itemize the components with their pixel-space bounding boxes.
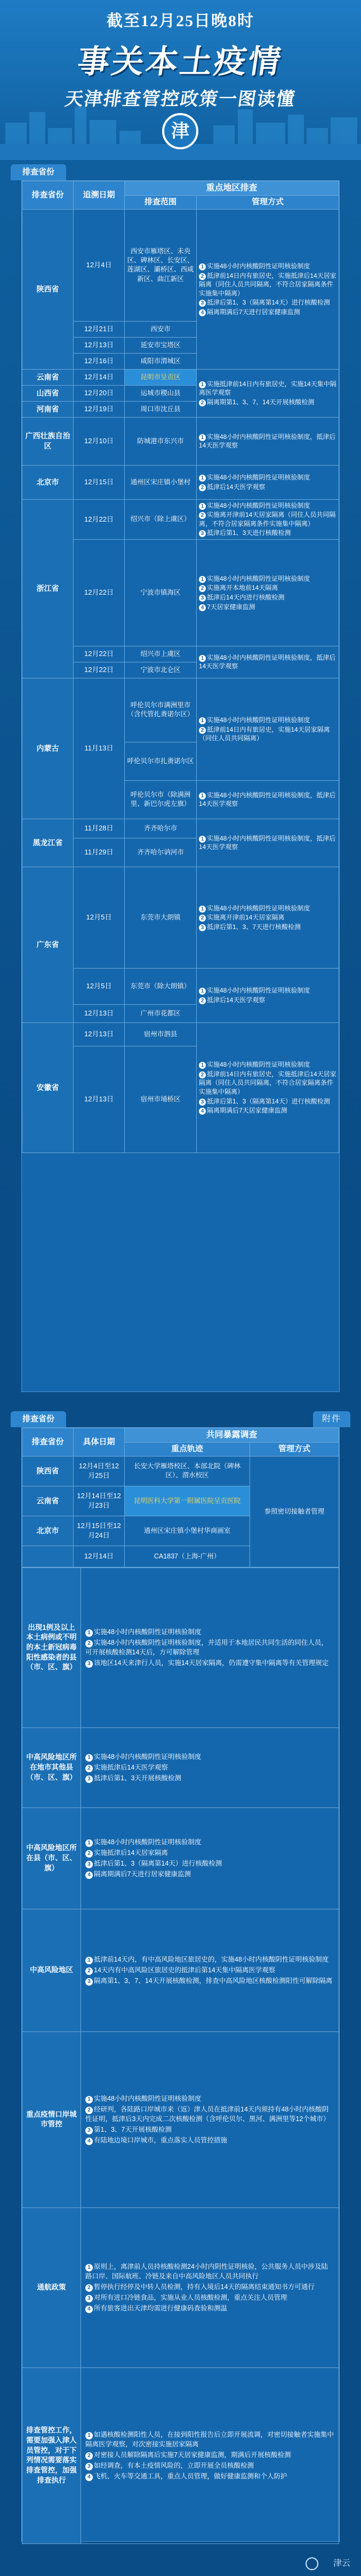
measure-block: 1 实施48小时内核酸阴性证明核验制度 2 实施离开本地前14天隔离 3 抵津后14天内进行核酸检测 4 7天居家健康监测 xyxy=(197,539,339,646)
col-group: 共同暴露调查 xyxy=(125,1428,339,1443)
area: 东莞市大朗镇 xyxy=(125,867,197,968)
province-zhejiang: 浙江省 xyxy=(22,499,74,678)
mgmt: 参照密切接触者管理 xyxy=(250,1456,339,1567)
province: 北京市 xyxy=(22,1516,74,1546)
policy-items: 1 实施48小时内核酸阴性证明核验制度 2 实施抵津后14天医学观察 3 抵津后第1、3天开展核酸检测 xyxy=(81,1727,339,1807)
date: 12月5日 xyxy=(74,867,125,968)
date: 12月4日至12月25日 xyxy=(74,1456,125,1486)
date: 11月29日 xyxy=(74,838,125,867)
province-henan: 河南省 xyxy=(22,401,74,417)
header-date: 截至12月25日晚8时 xyxy=(107,12,254,30)
policy-label: 中高风险地区 xyxy=(22,1909,81,2031)
policy-label: 中高风险地区所在地市其他县（市、区、旗） xyxy=(22,1727,81,1807)
province: 云南省 xyxy=(22,1486,74,1516)
date: 12月19日 xyxy=(74,401,125,417)
date: 12月13日 xyxy=(74,1022,125,1046)
col-range: 排查范围 xyxy=(125,196,197,210)
policy-label: 排查管控工作，需要加强入津人员管控，对于下列情况需要落实排查管控，加强排查执行 xyxy=(22,2367,81,2543)
area: 呼伦贝尔市扎赉诺尔区 xyxy=(125,742,197,780)
measure-block: 1 实施48小时内核酸阴性证明核验制度 2 抵津前14日内有旅居史，实施14天居家隔离（同住人员共同隔离） xyxy=(197,678,339,780)
policy-items: 1 如遇核酸检测阳性人员，在接到阳性报告后立即开展流调，对密切接触者实施集中隔离医学观察，对次密接实施居家隔离 2 对密接人员解除隔离后实施7天居家健康监测，期满后开展核酸检测 3 如经调查，有本土疫情风险的，立即开展全员核酸检测 4 飞机、火车等交通工具，重点人员管理，做好健康监测和个人防护 xyxy=(81,2367,339,2543)
province-beijing: 北京市 xyxy=(22,465,74,499)
province-inner-mongolia: 内蒙古 xyxy=(22,678,74,819)
area: 宿州市埇桥区 xyxy=(125,1046,197,1153)
date: 12月5日 xyxy=(74,968,125,1004)
col-track: 重点轨迹 xyxy=(125,1443,250,1457)
date: 12月16日 xyxy=(74,353,125,369)
measure-block: 1 实施48小时内核酸阴性证明核验制度 2 抵津后14天医学观察 xyxy=(197,465,339,499)
measure-block: 1 实施48小时内核酸阴性证明核验制度 2 实施离开津前14天居家隔离 3 抵津后第1、3、7天进行核酸检测 xyxy=(197,867,339,968)
policy-label: 重点疫情口岸城市管控 xyxy=(22,2031,81,2207)
area: 东莞市（除大朗镇） xyxy=(125,968,197,1004)
area: 宁波市镇海区 xyxy=(125,539,197,646)
policy-items: 1 实施48小时内核酸阴性证明核验制度 2 实施48小时内核酸阴性证明核验制度，并适用于本地居民共同生活的同住人员，可开展核酸检测14天后，方可解除管理 3 该地区14天来津行人员，实施14天居家隔离，仍需遵守集中隔离等有关管理规定 xyxy=(81,1567,339,1727)
area: 西安市雁塔区、未央区、碑林区、长安区、莲湖区、灞桥区、西咸新区、曲江新区 xyxy=(125,209,197,321)
top-tab-label: 排查省份 xyxy=(11,164,66,180)
province-guangdong: 广东省 xyxy=(22,867,74,1022)
province-shaanxi: 陕西省 xyxy=(22,209,74,369)
policy-items: 1 实施48小时内核酸阴性证明核验制度 2 经研判，各陆路口岸城市来（返）津人员在抵津前14天内须持有48小时内核酸阴性证明，抵津后3天内完成二次核酸检测（含呼伦贝尔、黑河、满洲里等12个城市） 3 第1、3、7天开展核酸检测 4 有陆地边境口岸城市，重点落实人员管控措施 xyxy=(81,2031,339,2207)
province: 陕西省 xyxy=(22,1456,74,1486)
measure-block: 1 实施48小时内核酸阴性证明核验制度，抵津后14天医学观察 xyxy=(197,819,339,867)
date: 12月22日 xyxy=(74,662,125,678)
area: 广州市花都区 xyxy=(125,1004,197,1022)
policy-table xyxy=(22,1567,339,2544)
area: 宿州市泗县 xyxy=(125,1022,197,1046)
measure-block: 1 实施抵津前14日内有旅居史，实施14天集中隔离医学观察 2 隔离期第1、3、7、14天开展核酸检测 xyxy=(197,369,339,417)
date: 12月22日 xyxy=(74,539,125,646)
footer xyxy=(0,2552,361,2576)
area: 齐齐哈尔市 xyxy=(125,819,197,838)
area: 齐齐哈尔讷河市 xyxy=(125,838,197,867)
area: 周口市沈丘县 xyxy=(125,401,197,417)
area: 防城港市东兴市 xyxy=(125,417,197,465)
top-panel xyxy=(21,180,340,1392)
province xyxy=(22,1546,74,1567)
province-guangxi: 广西壮族自治区 xyxy=(22,417,74,465)
area: 昆明市呈贡区 xyxy=(125,369,197,385)
date: 12月22日 xyxy=(74,646,125,662)
brand-watermark: 津云 xyxy=(333,2559,350,2568)
measure-block: 1 实施48小时内核酸阴性证明核验制度 2 抵津后14天医学观察 xyxy=(197,968,339,1022)
header-title: 事关本土疫情 xyxy=(75,44,285,79)
date: 12月21日 xyxy=(74,321,125,337)
policy-label: 通航政策 xyxy=(22,2207,81,2367)
area: 咸阳市渭城区 xyxy=(125,353,197,369)
province-heilongjiang: 黑龙江省 xyxy=(22,819,74,867)
date: 12月14日至12月23日 xyxy=(74,1486,125,1516)
col-group: 重点地区排查 xyxy=(125,181,339,196)
date: 12月14日 xyxy=(74,1546,125,1567)
common-exposure-table xyxy=(22,1428,339,1567)
col-time: 具体日期 xyxy=(74,1428,125,1457)
area: 绍兴市上虞区 xyxy=(125,646,197,662)
col-mgmt: 管理方式 xyxy=(197,196,339,210)
measure-block: 1 实施48小时内核酸阴性证明核验制度，抵津后14天医学观察 xyxy=(197,646,339,678)
track: CA1837（上海-广州） xyxy=(125,1546,250,1567)
track: 通州区宋庄镇小堡村华商画室 xyxy=(125,1516,250,1546)
province-shanxi: 山西省 xyxy=(22,385,74,401)
watermark-icon xyxy=(306,2557,318,2570)
province-anhui: 安徽省 xyxy=(22,1022,74,1153)
area: 运城市稷山县 xyxy=(125,385,197,401)
date: 12月10日 xyxy=(74,417,125,465)
track: 长安大学雁塔校区、本部北院（碑林区）、渭水校区 xyxy=(125,1456,250,1486)
measure-block: 1 实施48小时内核酸阴性证明核验制度，抵津后14天医学观察 xyxy=(197,780,339,819)
area: 延安市宝塔区 xyxy=(125,337,197,353)
logo: 津 xyxy=(162,113,198,149)
area: 呼伦贝尔市满洲里市（含代管扎赉诺尔区） xyxy=(125,678,197,742)
mid-panel xyxy=(21,1427,340,2542)
area: 呼伦贝尔市（除满洲里、新巴尔虎左旗） xyxy=(125,780,197,819)
header-subtitle: 天津排查管控政策一图读懂 xyxy=(63,89,297,109)
col-date: 追溯日期 xyxy=(74,181,125,210)
date: 11月13日 xyxy=(74,678,125,819)
date: 12月15日 xyxy=(74,465,125,499)
key-area-table xyxy=(22,181,339,1153)
area: 宁波市北仑区 xyxy=(125,662,197,678)
date: 11月28日 xyxy=(74,819,125,838)
policy-label: 中高风险地区所在县（市、区、旗） xyxy=(22,1807,81,1909)
measure-block: 1 实施48小时内核酸阴性证明核验制度，抵津后14天医学观察 xyxy=(197,417,339,465)
header xyxy=(0,0,361,160)
measure-block: 1 实施48小时内核酸阴性证明核验制度 2 抵津前14日内有旅居史，实施抵津后14天居家隔离（同住人员共同隔离，不符合居家隔离条件实施集中隔离） 3 抵津后第1、3（隔离第14天）进行核酸检测 4 隔离期满后7天进行居家健康监测 xyxy=(197,209,339,369)
col-province: 排查省份 xyxy=(22,1428,74,1457)
policy-items: 1 原则上，离津前人员持核酸检测24小时内阴性证明核验，公共服务人员中涉及陆路口岸、国际航班、冷链及来自中高风险地区人员共同执行 2 暂停执行经停及中转人员检测，持有入境后14天的隔离结束通知书方可通行 3 对所有进口冷链食品，实施从业人员核酸检测，重点关注人员管理 4 所有旅客进出天津均需进行健康码查验和测温 xyxy=(81,2207,339,2367)
area: 西安市 xyxy=(125,321,197,337)
date: 12月13日 xyxy=(74,1004,125,1022)
area: 通州区宋庄镇小堡村 xyxy=(125,465,197,499)
track: 昆明医科大学第一附属医院呈贡医院 xyxy=(125,1486,250,1516)
area: 绍兴市（除上虞区） xyxy=(125,499,197,539)
date: 12月13日 xyxy=(74,337,125,353)
col-mgmt: 管理方式 xyxy=(250,1443,339,1457)
date: 12月20日 xyxy=(74,385,125,401)
measure-block: 1 实施48小时内核酸阴性证明核验制度 2 抵津前14日内有旅居史，实施抵津后14天居家隔离（同住人员共同隔离，不符合居家隔离条件实施集中隔离） 3 抵津后第1、3（隔离第14天）进行核酸检测 4 隔离期满后7天居家健康监测 xyxy=(197,1022,339,1153)
policy-label: 出现1例及以上本土病例或不明的本土新冠病毒阳性感染者的县（市、区、旗） xyxy=(22,1567,81,1727)
date: 12月15日至12月24日 xyxy=(74,1516,125,1546)
measure-block: 1 实施48小时内核酸阴性证明核验制度 2 实施离开津前14天居家隔离（同住人员共同隔离，不符合居家隔离条件实施集中隔离） 3 抵津后第1、3天进行核酸检测 xyxy=(197,499,339,539)
mid-tab-label: 排查省份 xyxy=(11,1411,66,1427)
date: 12月13日 xyxy=(74,1046,125,1153)
province-yunnan: 云南省 xyxy=(22,369,74,385)
mid-tab-right: 附件 xyxy=(313,1411,350,1427)
date: 12月4日 xyxy=(74,209,125,321)
policy-items: 1 抵津前14天内，有中高风险地区旅居史的，实施48小时内核酸阴性证明核验制度 2 14天内有中高风险区旅居史的抵津后第14天集中隔离医学观察 3 隔离第1、3、7、14天开展核酸检测，排查中高风险地区核酸检测阳性可解除隔离 xyxy=(81,1909,339,2031)
date: 12月22日 xyxy=(74,499,125,539)
date: 12月14日 xyxy=(74,369,125,385)
col-province: 排查省份 xyxy=(22,181,74,210)
policy-items: 1 实施48小时内核酸阴性证明核验制度 2 实施抵津后14天居家隔离 3 抵津后第1、3（隔离第14天）进行核酸检测 4 隔离期满后7天进行居家健康监测 xyxy=(81,1807,339,1909)
